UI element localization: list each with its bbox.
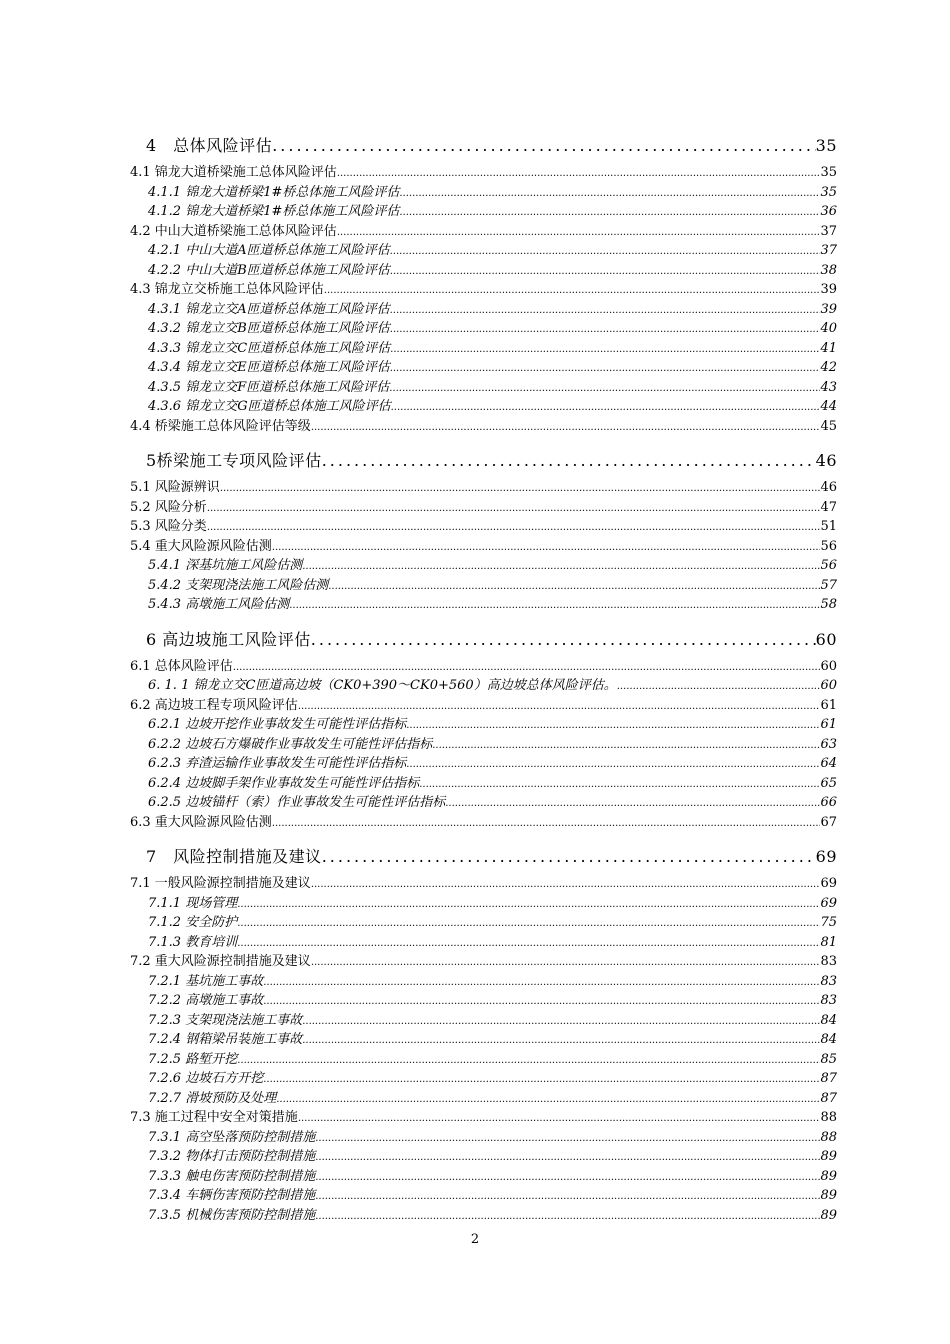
toc-section-entry[interactable] [130, 415, 837, 435]
toc-leader-dots [298, 1113, 821, 1124]
toc-section-entry[interactable] [130, 220, 837, 240]
toc-leader-dots [311, 957, 821, 968]
toc-entry-title: 7.3.4 车辆伤害预防控制措施 [148, 1188, 316, 1203]
toc-leader-dots [315, 1172, 820, 1183]
toc-entry-title: 5.1 风险源辨识 [130, 480, 220, 495]
toc-entry-title: 7.1.1 现场管理 [148, 895, 238, 911]
toc-entry-page: 89 [820, 1149, 837, 1164]
toc-entry-page: 61 [820, 717, 837, 732]
toc-entry-title: 4.1 锦龙大道桥梁施工总体风险评估 [130, 165, 337, 180]
toc-entry-title: 6.2.4 边坡脚手架作业事故发生可能性评估指标 [148, 775, 420, 791]
toc-entry-page: 41 [820, 340, 837, 356]
toc-subsection-entry[interactable] [130, 574, 837, 594]
toc-subsection-entry[interactable] [130, 1126, 837, 1146]
toc-entry-page: 37 [820, 223, 837, 239]
toc-entry-title: 4.3.2 锦龙立交B匝道桥总体施工风险评估 [148, 321, 390, 336]
toc-entry-title: 7.3.5 机械伤害预防控制措施 [148, 1207, 316, 1223]
toc-subsection-entry[interactable] [130, 554, 837, 574]
toc-entry-page: 69 [820, 876, 837, 891]
toc-subsection-entry[interactable] [130, 259, 837, 279]
toc-entry-title: 6.2 高边坡工程专项风险评估 [130, 697, 298, 713]
toc-subsection-entry[interactable] [130, 1048, 837, 1068]
toc-subsection-entry[interactable] [130, 931, 837, 951]
toc-entry-page: 60 [820, 678, 837, 693]
toc-leader-dots [237, 1055, 820, 1066]
toc-entry-page: 46 [820, 480, 837, 495]
toc-entry-page: 43 [820, 379, 837, 395]
toc-entry-page: 37 [820, 243, 837, 258]
toc-subsection-entry[interactable] [130, 1028, 837, 1048]
toc-entry-page: 45 [820, 418, 837, 434]
toc-entry-page: 46 [815, 451, 837, 470]
toc-entry-page: 36 [820, 204, 837, 219]
toc-leader-dots [390, 246, 821, 257]
toc-entry-title: 7.2.7 滑坡预防及处理 [148, 1090, 277, 1106]
toc-entry-page: 40 [820, 321, 837, 336]
toc-entry-title: 6.2.3 弃渣运输作业事故发生可能性评估指标 [148, 756, 407, 771]
toc-leader-dots [237, 918, 820, 929]
toc-entry-page: 89 [820, 1188, 837, 1203]
toc-chapter-entry[interactable] [130, 448, 837, 474]
toc-subsection-entry[interactable] [130, 376, 837, 396]
toc-entry-title: 7.2.6 边坡石方开挖 [148, 1071, 264, 1086]
toc-entry-title: 7.2.1 基坑施工事故 [148, 973, 264, 989]
toc-entry-title: 4.3.4 锦龙立交E匝道桥总体施工风险评估 [148, 360, 390, 375]
toc-leader-dots [207, 503, 821, 514]
toc-entry-title: 6.3 重大风险源风险估测 [130, 814, 272, 830]
toc-section-entry[interactable] [130, 950, 837, 970]
toc-entry-page: 56 [820, 558, 837, 573]
toc-leader-dots [220, 483, 821, 494]
toc-subsection-entry[interactable] [130, 791, 837, 811]
toc-section-entry[interactable] [130, 872, 837, 892]
toc-entry-title: 5.3 风险分类 [130, 519, 207, 534]
toc-subsection-entry[interactable] [130, 772, 837, 792]
toc-leader-dots [337, 227, 821, 238]
toc-leader-dots [406, 720, 820, 731]
toc-subsection-entry[interactable] [130, 892, 837, 912]
toc-leader-dots [263, 996, 820, 1007]
table-of-contents [130, 128, 837, 1223]
toc-entry-title: 7.3.2 物体打击预防控制措施 [148, 1149, 316, 1164]
toc-chapter-entry[interactable] [130, 133, 837, 159]
toc-section-entry[interactable] [130, 278, 837, 298]
toc-entry-page: 83 [820, 973, 837, 989]
toc-leader-dots [289, 600, 820, 611]
toc-entry-page: 51 [820, 519, 837, 534]
toc-leader-dots [389, 383, 820, 394]
toc-entry-title: 7.2 重大风险源控制措施及建议 [130, 954, 311, 969]
toc-entry-page: 47 [820, 499, 837, 515]
toc-subsection-entry[interactable] [130, 395, 837, 415]
toc-entry-page: 87 [820, 1090, 837, 1106]
toc-entry-title: 7.2.4 钢箱梁吊装施工事故 [148, 1032, 303, 1047]
toc-entry-title: 5.2 风险分析 [130, 499, 207, 515]
toc-entry-page: 35 [820, 165, 837, 180]
toc-entry-title: 5.4.3 高墩施工风险估测 [148, 597, 290, 612]
toc-entry-title: 7.2.3 支架现浇法施工事故 [148, 1012, 303, 1028]
toc-entry-page: 65 [820, 775, 837, 791]
toc-subsection-entry[interactable] [130, 1145, 837, 1165]
toc-entry-page: 69 [815, 847, 837, 866]
toc-entry-page: 35 [820, 184, 837, 200]
toc-entry-page: 42 [820, 360, 837, 375]
toc-entry-page: 88 [820, 1129, 837, 1145]
toc-entry-page: 57 [820, 577, 837, 593]
toc-entry-page: 75 [820, 915, 837, 930]
toc-entry-page: 63 [820, 736, 837, 752]
toc-section-entry[interactable] [130, 655, 837, 675]
toc-entry-title: 7.3 施工过程中安全对策措施 [130, 1110, 298, 1125]
toc-entry-title: 4.2.1 中山大道A匝道桥总体施工风险评估 [148, 243, 390, 258]
toc-leader-dots [237, 938, 820, 949]
toc-entry-title: 7 风险控制措施及建议 [146, 847, 322, 866]
toc-leader-dots [311, 630, 816, 649]
toc-subsection-entry[interactable] [130, 1009, 837, 1029]
toc-subsection-entry[interactable] [130, 337, 837, 357]
toc-entry-title: 4.3.1 锦龙立交A匝道桥总体施工风险评估 [148, 301, 390, 317]
toc-leader-dots [399, 207, 820, 218]
toc-entry-title: 6 高边坡施工风险评估 [146, 629, 311, 649]
toc-leader-dots [322, 847, 816, 866]
toc-entry-page: 67 [820, 814, 837, 830]
toc-leader-dots [322, 451, 816, 470]
toc-section-entry[interactable] [130, 496, 837, 516]
toc-entry-page: 69 [820, 895, 837, 911]
toc-entry-title: 6.2.2 边坡石方爆破作业事故发生可能性评估指标 [148, 736, 433, 752]
toc-leader-dots [315, 1191, 820, 1202]
toc-entry-title: 5.4.1 深基坑施工风险估测 [148, 558, 303, 573]
toc-entry-page: 83 [820, 954, 837, 969]
toc-subsection-entry[interactable] [130, 989, 837, 1009]
toc-leader-dots [324, 285, 821, 296]
toc-leader-dots [302, 1035, 820, 1046]
toc-leader-dots [276, 1094, 820, 1105]
toc-entry-title: 7.2.2 高墩施工事故 [148, 993, 264, 1008]
toc-subsection-entry[interactable] [130, 298, 837, 318]
toc-leader-dots [207, 522, 821, 533]
toc-leader-dots [390, 305, 821, 316]
toc-leader-dots [315, 1133, 820, 1144]
toc-entry-title: 6.2.1 边坡开挖作业事故发生可能性评估指标 [148, 717, 407, 732]
toc-entry-title: 4.1.1 锦龙大道桥梁1#桥总体施工风险评估 [148, 184, 400, 200]
toc-entry-title: 4.3 锦龙立交桥施工总体风险评估 [130, 282, 324, 297]
toc-entry-page: 87 [820, 1071, 837, 1086]
toc-entry-page: 66 [820, 795, 837, 810]
toc-entry-title: 5.4 重大风险源风险估测 [130, 538, 272, 554]
toc-subsection-entry[interactable] [130, 317, 837, 337]
toc-entry-title: 6.2.5 边坡锚杆（索）作业事故发生可能性评估指标 [148, 795, 446, 810]
toc-leader-dots [315, 1211, 820, 1222]
toc-section-entry[interactable] [130, 476, 837, 496]
toc-entry-page: 39 [820, 301, 837, 317]
toc-leader-dots [390, 344, 820, 355]
toc-entry-page: 35 [815, 136, 837, 155]
toc-subsection-entry[interactable] [130, 674, 837, 694]
toc-entry-page: 39 [820, 282, 837, 297]
toc-entry-title: 7.1 一般风险源控制措施及建议 [130, 876, 311, 891]
toc-subsection-entry[interactable] [130, 181, 837, 201]
toc-subsection-entry[interactable] [130, 1087, 837, 1107]
toc-entry-title: 4.2.2 中山大道B匝道桥总体施工风险评估 [148, 262, 390, 278]
toc-leader-dots [233, 662, 821, 673]
toc-entry-page: 64 [820, 756, 837, 771]
toc-entry-title: 7.3.3 触电伤害预防控制措施 [148, 1168, 316, 1184]
toc-entry-title: 4.1.2 锦龙大道桥梁1#桥总体施工风险评估 [148, 204, 400, 219]
toc-entry-page: 60 [815, 629, 837, 649]
toc-subsection-entry[interactable] [130, 1165, 837, 1185]
toc-entry-page: 56 [820, 538, 837, 554]
toc-entry-page: 88 [820, 1110, 837, 1125]
toc-section-entry[interactable] [130, 161, 837, 181]
toc-subsection-entry[interactable] [130, 593, 837, 613]
toc-leader-dots [445, 798, 820, 809]
toc-entry-page: 60 [820, 658, 837, 674]
toc-entry-title: 7.2.5 路堑开挖 [148, 1051, 238, 1067]
toc-entry-title: 4.3.3 锦龙立交C匝道桥总体施工风险评估 [148, 340, 391, 356]
toc-entry-title: 4 总体风险评估 [146, 136, 273, 155]
toc-entry-page: 38 [820, 262, 837, 278]
toc-leader-dots [302, 561, 820, 572]
toc-entry-page: 44 [820, 399, 837, 414]
toc-subsection-entry[interactable] [130, 1204, 837, 1224]
toc-section-entry[interactable] [130, 694, 837, 714]
toc-leader-dots [302, 1016, 820, 1027]
toc-chapter-entry[interactable] [130, 627, 837, 653]
toc-entry-title: 7.1.3 教育培训 [148, 934, 238, 950]
toc-entry-page: 84 [820, 1032, 837, 1047]
toc-leader-dots [272, 818, 821, 829]
toc-leader-dots [390, 266, 821, 277]
toc-entry-page: 61 [820, 697, 837, 713]
toc-section-entry[interactable] [130, 535, 837, 555]
toc-leader-dots [272, 136, 815, 155]
toc-leader-dots [432, 740, 820, 751]
toc-entry-page: 81 [820, 934, 837, 950]
toc-entry-title: 4.3.6 锦龙立交G匝道桥总体施工风险评估 [148, 399, 391, 414]
toc-leader-dots [337, 168, 821, 179]
toc-subsection-entry[interactable] [130, 200, 837, 220]
toc-entry-page: 84 [820, 1012, 837, 1028]
toc-leader-dots [298, 701, 821, 712]
toc-entry-title: 5.4.2 支架现浇法施工风险估测 [148, 577, 329, 593]
toc-subsection-entry[interactable] [130, 1067, 837, 1087]
toc-leader-dots [272, 542, 821, 553]
toc-entry-title: 6. 1. 1 锦龙立交C匝道高边坡（CK0+390～CK0+560）高边坡总体风险评估。 [148, 678, 617, 693]
toc-subsection-entry[interactable] [130, 911, 837, 931]
toc-leader-dots [328, 581, 820, 592]
toc-leader-dots [617, 681, 821, 692]
toc-entry-page: 89 [820, 1207, 837, 1223]
toc-entry-title: 4.3.5 锦龙立交F匝道桥总体施工风险评估 [148, 379, 390, 395]
toc-subsection-entry[interactable] [130, 970, 837, 990]
toc-leader-dots [311, 422, 821, 433]
toc-entry-page: 58 [820, 597, 837, 612]
toc-leader-dots [399, 188, 820, 199]
toc-entry-title: 4.2 中山大道桥梁施工总体风险评估 [130, 223, 337, 239]
toc-leader-dots [390, 324, 821, 335]
toc-section-entry[interactable] [130, 515, 837, 535]
toc-subsection-entry[interactable] [130, 356, 837, 376]
toc-chapter-entry[interactable] [130, 844, 837, 870]
toc-leader-dots [390, 363, 821, 374]
toc-leader-dots [263, 977, 820, 988]
toc-subsection-entry[interactable] [130, 752, 837, 772]
toc-leader-dots [391, 402, 821, 413]
toc-subsection-entry[interactable] [130, 239, 837, 259]
toc-subsection-entry[interactable] [130, 713, 837, 733]
toc-entry-title: 6.1 总体风险评估 [130, 658, 233, 674]
toc-entry-title: 7.1.2 安全防护 [148, 915, 238, 930]
toc-subsection-entry[interactable] [130, 733, 837, 753]
toc-section-entry[interactable] [130, 811, 837, 831]
toc-entry-title: 7.3.1 高空坠落预防控制措施 [148, 1129, 316, 1145]
toc-leader-dots [315, 1152, 820, 1163]
toc-entry-page: 85 [820, 1051, 837, 1067]
toc-leader-dots [237, 899, 820, 910]
toc-entry-title: 5桥梁施工专项风险评估 [146, 451, 322, 470]
toc-leader-dots [406, 759, 820, 770]
toc-leader-dots [419, 779, 820, 790]
page-number: 2 [470, 1232, 480, 1247]
toc-leader-dots [311, 879, 821, 890]
toc-subsection-entry[interactable] [130, 1184, 837, 1204]
toc-leader-dots [263, 1074, 820, 1085]
toc-entry-page: 89 [820, 1168, 837, 1184]
toc-entry-title: 4.4 桥梁施工总体风险评估等级 [130, 418, 311, 434]
toc-entry-page: 83 [820, 993, 837, 1008]
toc-section-entry[interactable] [130, 1106, 837, 1126]
